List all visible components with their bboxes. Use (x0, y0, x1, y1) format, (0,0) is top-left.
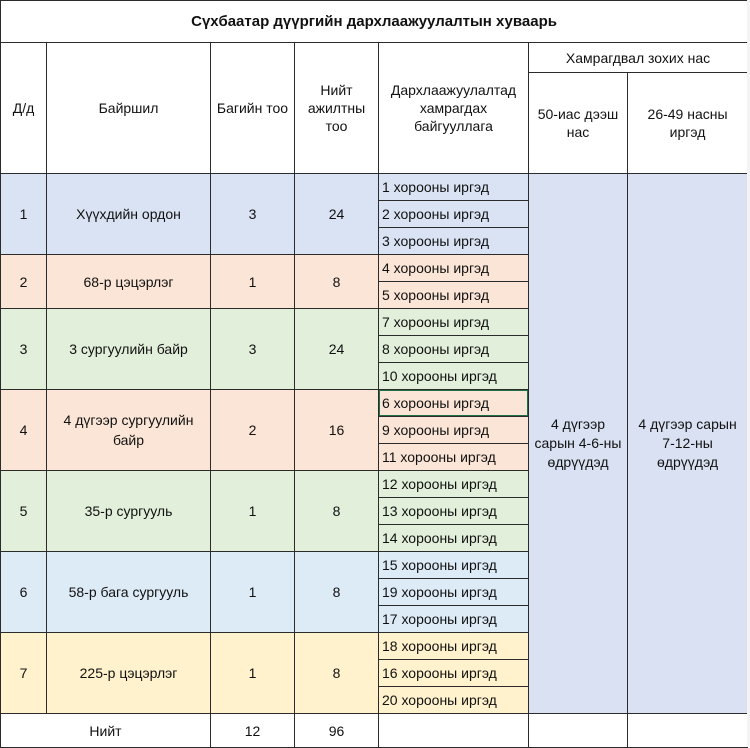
row-workers[interactable]: 24 (295, 174, 379, 255)
total-workers[interactable]: 96 (295, 714, 379, 748)
row-teams[interactable]: 2 (211, 390, 295, 471)
total-row (1, 714, 748, 748)
row-org[interactable]: 2 хорооны иргэд (379, 201, 529, 228)
row-number[interactable]: 3 (1, 309, 47, 390)
row-org[interactable]: 8 хорооны иргэд (379, 336, 529, 363)
row-workers[interactable]: 8 (295, 471, 379, 552)
row-teams[interactable]: 1 (211, 255, 295, 309)
header-workers[interactable]: Нийт ажилтны тоо (295, 43, 379, 174)
table-row (1, 174, 748, 201)
row-org[interactable]: 18 хорооны иргэд (379, 633, 529, 660)
row-number[interactable]: 4 (1, 390, 47, 471)
row-number[interactable]: 5 (1, 471, 47, 552)
total-empty-50[interactable] (529, 714, 628, 748)
row-org[interactable]: 12 хорооны иргэд (379, 471, 529, 498)
row-org[interactable]: 5 хорооны иргэд (379, 282, 529, 309)
row-teams[interactable]: 3 (211, 309, 295, 390)
row-org[interactable]: 3 хорооны иргэд (379, 228, 529, 255)
header-orgs[interactable]: Дархлаажуулалтад хамрагдах байгууллага (379, 43, 529, 174)
row-org[interactable]: 15 хорооны иргэд (379, 552, 529, 579)
header-location[interactable]: Байршил (47, 43, 211, 174)
row-org[interactable]: 14 хорооны иргэд (379, 525, 529, 552)
row-location[interactable]: 68-р цэцэрлэг (47, 255, 211, 309)
row-number[interactable]: 6 (1, 552, 47, 633)
row-number[interactable]: 1 (1, 174, 47, 255)
row-teams[interactable]: 1 (211, 471, 295, 552)
row-teams[interactable]: 1 (211, 633, 295, 714)
row-teams[interactable]: 3 (211, 174, 295, 255)
row-org[interactable]: 6 хорооны иргэд (379, 390, 529, 417)
row-location[interactable]: Хүүхдийн ордон (47, 174, 211, 255)
table-title[interactable]: Сүхбаатар дүүргийн дархлаажуулалтын хуваарь (1, 1, 748, 43)
row-workers[interactable]: 8 (295, 633, 379, 714)
header-age-50[interactable]: 50-иас дээш нас (529, 73, 628, 174)
row-org[interactable]: 19 хорооны иргэд (379, 579, 529, 606)
row-number[interactable]: 7 (1, 633, 47, 714)
row-workers[interactable]: 8 (295, 552, 379, 633)
total-label[interactable]: Нийт (1, 714, 211, 748)
row-org[interactable]: 16 хорооны иргэд (379, 660, 529, 687)
row-org[interactable]: 20 хорооны иргэд (379, 687, 529, 714)
total-teams[interactable]: 12 (211, 714, 295, 748)
row-workers[interactable]: 24 (295, 309, 379, 390)
header-teams[interactable]: Багийн тоо (211, 43, 295, 174)
table-body (1, 174, 748, 748)
row-location[interactable]: 225-р цэцэрлэг (47, 633, 211, 714)
total-empty-26[interactable] (628, 714, 748, 748)
row-org[interactable]: 11 хорооны иргэд (379, 444, 529, 471)
row-workers[interactable]: 8 (295, 255, 379, 309)
row-teams[interactable]: 1 (211, 552, 295, 633)
header-num[interactable]: Д/д (1, 43, 47, 174)
row-org[interactable]: 1 хорооны иргэд (379, 174, 529, 201)
row-org[interactable]: 4 хорооны иргэд (379, 255, 529, 282)
schedule-50-plus[interactable]: 4 дүгээр сарын 4-6-ны өдрүүдэд (529, 174, 628, 714)
row-org[interactable]: 10 хорооны иргэд (379, 363, 529, 390)
row-number[interactable]: 2 (1, 255, 47, 309)
row-org[interactable]: 7 хорооны иргэд (379, 309, 529, 336)
total-empty-orgs[interactable] (379, 714, 529, 748)
schedule-26-49[interactable]: 4 дүгээр сарын 7-12-ны өдрүүдэд (628, 174, 748, 714)
row-location[interactable]: 3 сургуулийн байр (47, 309, 211, 390)
row-org[interactable]: 9 хорооны иргэд (379, 417, 529, 444)
row-location[interactable]: 4 дүгээр сургуулийн байр (47, 390, 211, 471)
header-age-26[interactable]: 26-49 насны иргэд (628, 73, 748, 174)
row-workers[interactable]: 16 (295, 390, 379, 471)
row-location[interactable]: 58-р бага сургууль (47, 552, 211, 633)
header-age-group[interactable]: Хамрагдвал зохих нас (529, 43, 748, 73)
row-org[interactable]: 13 хорооны иргэд (379, 498, 529, 525)
row-location[interactable]: 35-р сургууль (47, 471, 211, 552)
row-org[interactable]: 17 хорооны иргэд (379, 606, 529, 633)
